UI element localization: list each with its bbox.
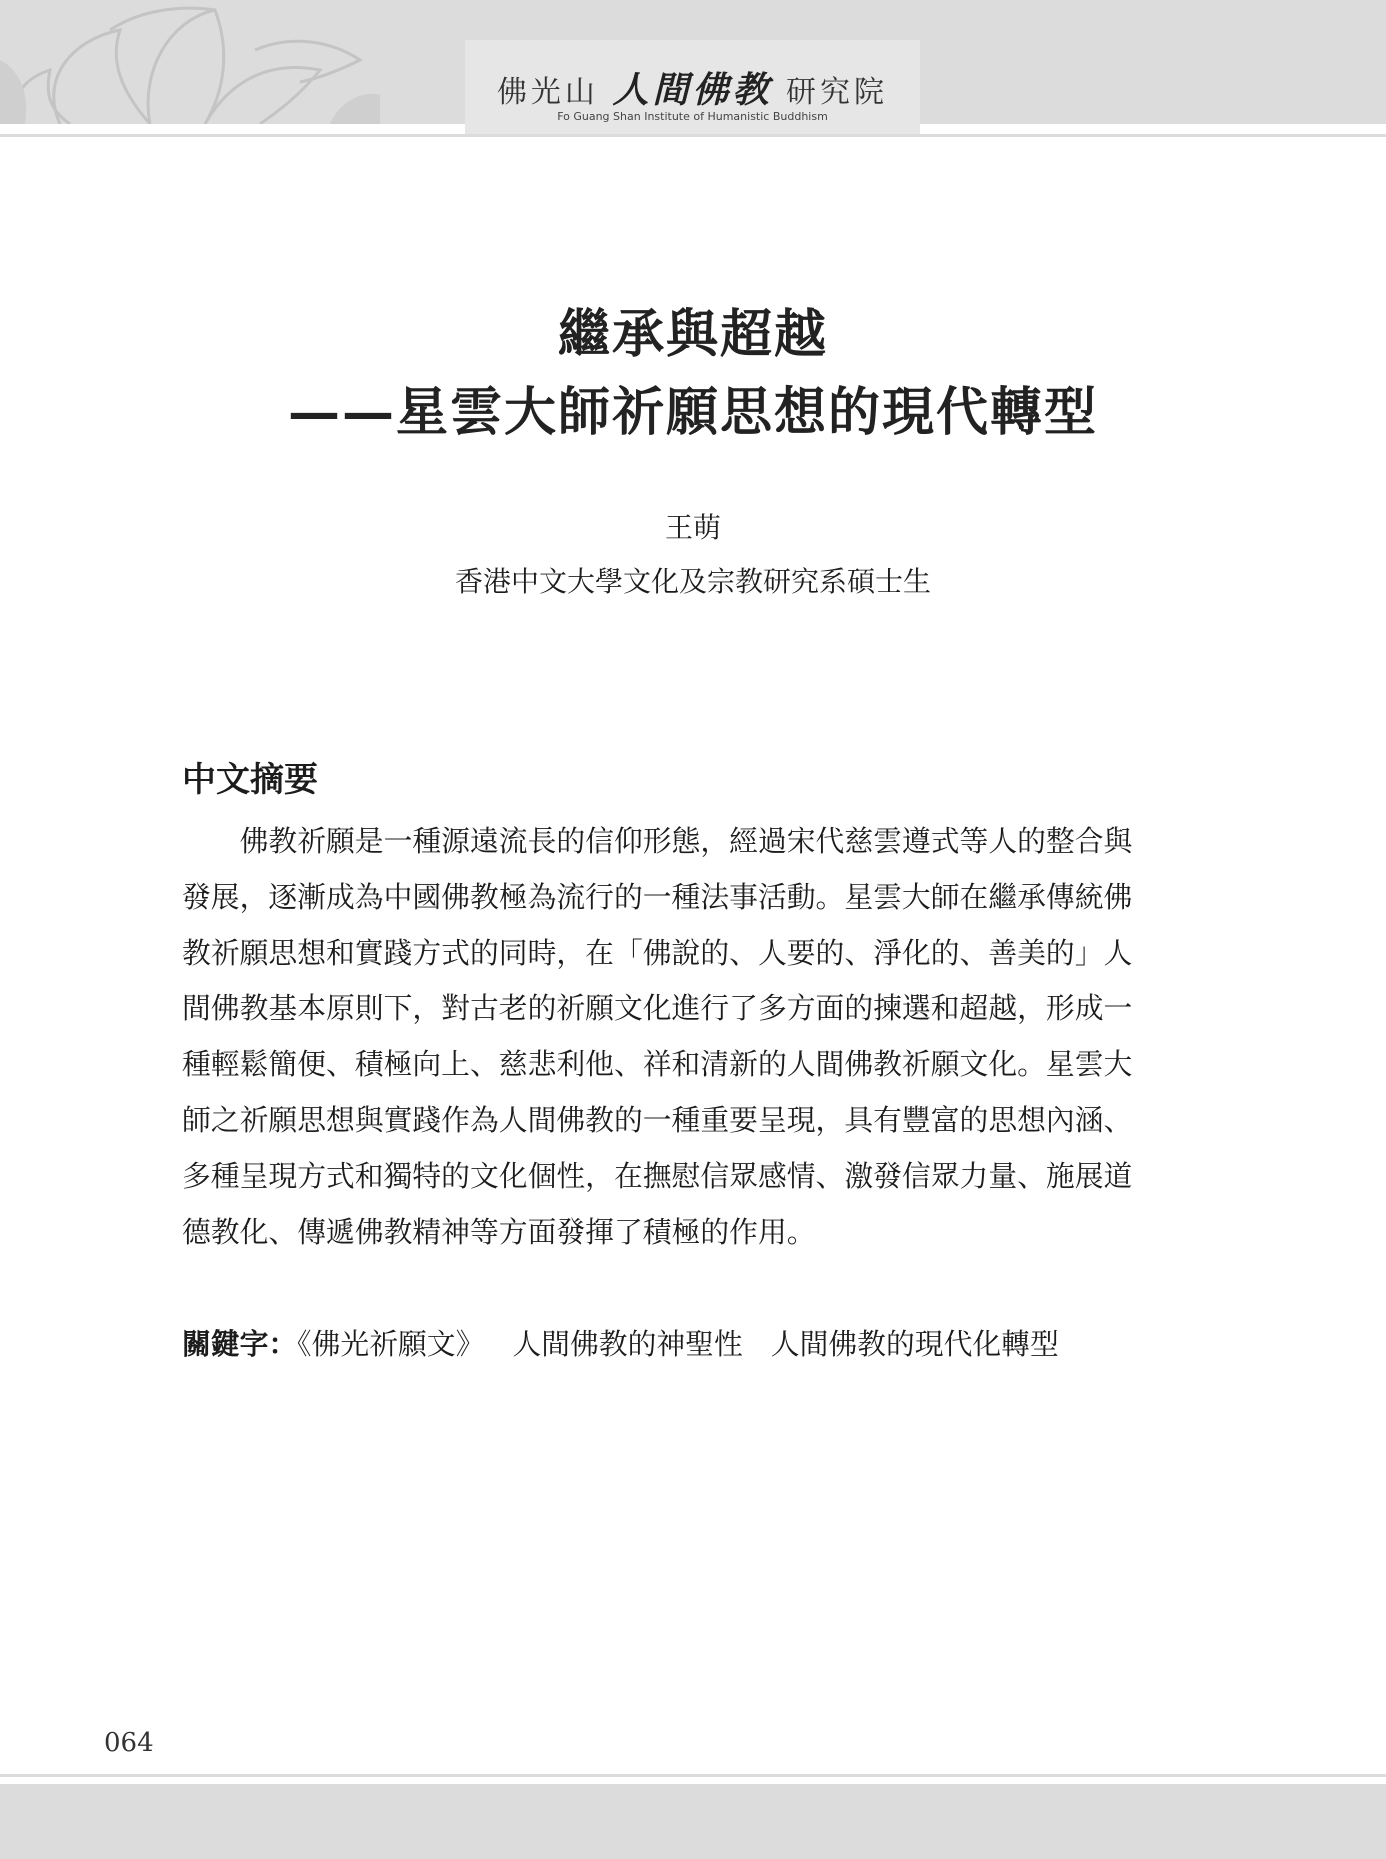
keywords-label: 關鍵字：	[182, 1327, 298, 1361]
logo-prefix: 佛光山	[496, 75, 599, 110]
lotus-flower-icon	[0, 0, 380, 124]
logo-english: Fo Guang Shan Institute of Humanistic Buddhism	[557, 110, 828, 123]
author-name: 王萌	[664, 511, 721, 544]
abstract-line: 多種呈現方式和獨特的文化個性，在撫慰信眾感情、激發信眾力量、施展道	[182, 1158, 1133, 1193]
keywords-line	[182, 1322, 1206, 1363]
abstract-heading: 中文摘要	[182, 760, 318, 800]
abstract-line: 德教化、傳遞佛教精神等方面發揮了積極的作用。	[182, 1214, 816, 1249]
abstract-line: 種輕鬆簡便、積極向上、慈悲利他、祥和清新的人間佛教祈願文化。星雲大	[182, 1047, 1133, 1082]
institute-logo	[465, 40, 920, 136]
keyword: 人間佛教的現代化轉型	[770, 1327, 1059, 1361]
abstract-line: 間佛教基本原則下，對古老的祈願文化進行了多方面的揀選和超越，形成一	[182, 991, 1133, 1026]
abstract-line: 師之祈願思想與實踐作為人間佛教的一種重要呈現，具有豐富的思想內涵、	[182, 1102, 1133, 1137]
abstract-body	[182, 814, 1206, 1260]
keyword: 《佛光祈願文》	[297, 1327, 485, 1361]
footer-band	[0, 1784, 1386, 1859]
abstract-line: 發展，逐漸成為中國佛教極為流行的一種法事活動。星雲大師在繼承傳統佛	[182, 879, 1133, 914]
footer-divider	[0, 1774, 1386, 1777]
logo-bold-text: 人間佛教	[612, 69, 773, 111]
header-divider	[0, 134, 1386, 137]
logo-suffix: 研究院	[786, 75, 889, 110]
abstract-line: 佛教祈願是一種源遠流長的信仰形態，經過宋代慈雲遵式等人的整合與	[182, 824, 1133, 858]
article-title: 繼承與超越	[557, 304, 828, 365]
author-affiliation: 香港中文大學文化及宗教研究系碩士生	[454, 565, 931, 598]
abstract-line: 教祈願思想和實踐方式的同時，在「佛說的、人要的、淨化的、善美的」人	[182, 935, 1133, 970]
keyword: 人間佛教的神聖性	[512, 1327, 743, 1361]
page-number: 064	[104, 1728, 154, 1758]
article-subtitle: ——星雲大師祈願思想的現代轉型	[287, 382, 1098, 443]
